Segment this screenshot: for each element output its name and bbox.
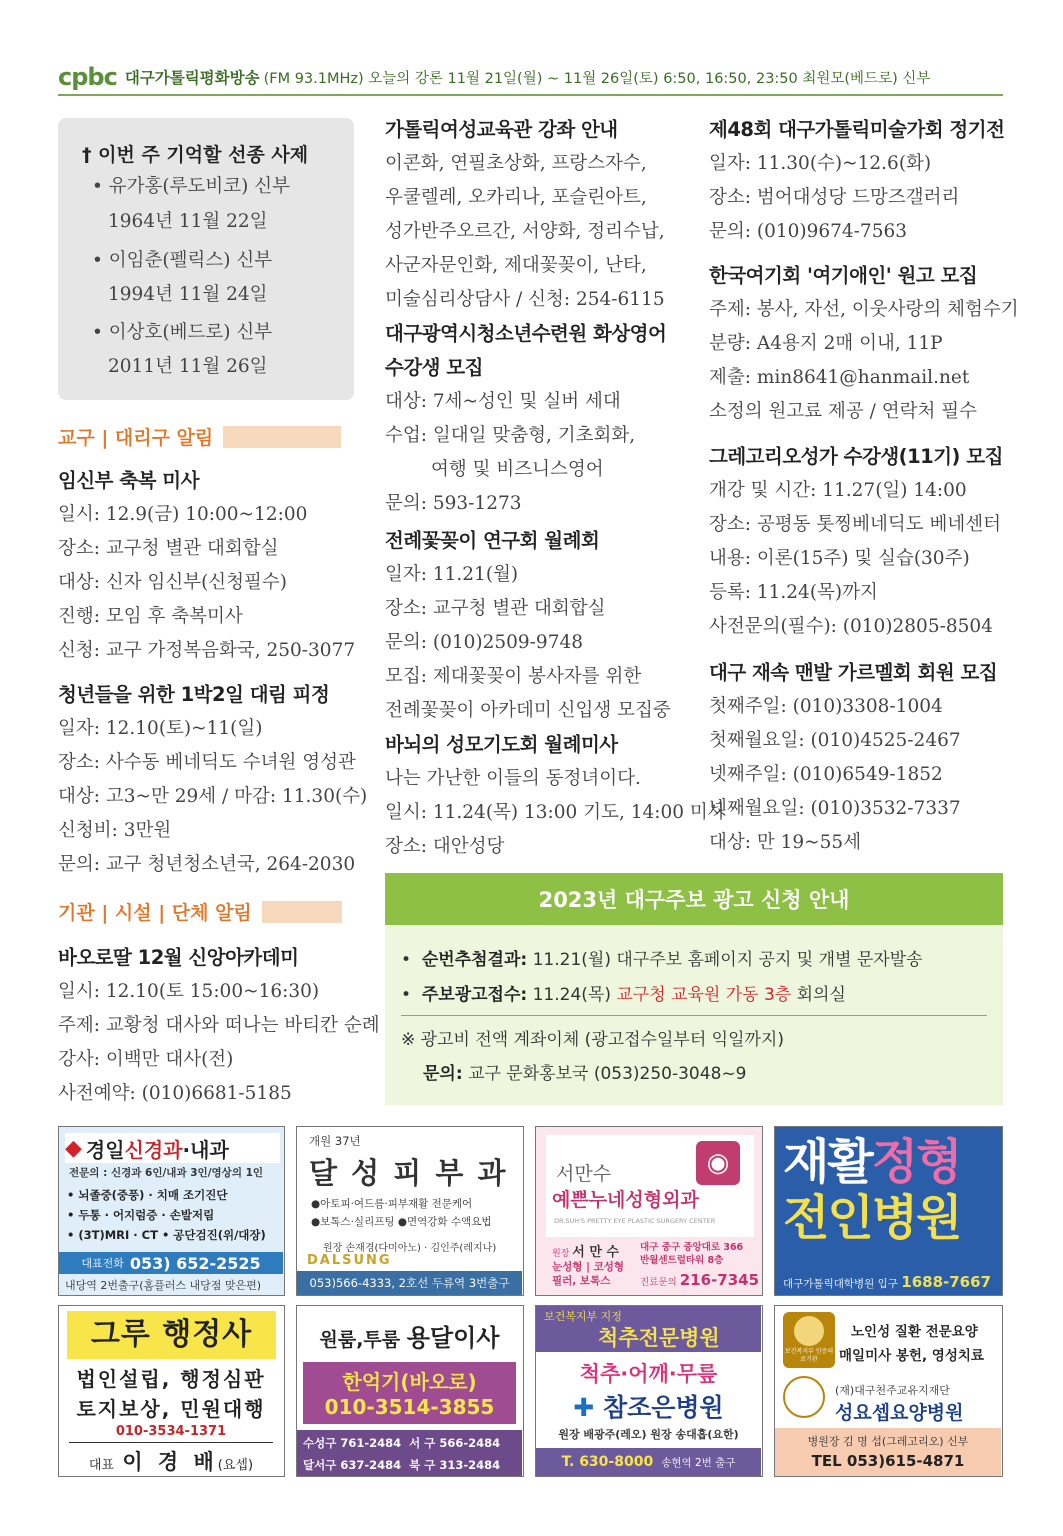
section-diocese <box>58 423 341 450</box>
event-line: 모집: 제대꽃꽂이 봉사자를 위한 <box>385 666 642 687</box>
event-line: 장소: 공평동 톳찡베네딕도 베네센터 <box>709 514 1001 535</box>
chamjoeun-doctors: 원장 배광주(레오) 원장 송대흡(요한) <box>558 1428 739 1441</box>
clinic-name <box>65 1133 280 1163</box>
rep-saint: (요셉) <box>217 1458 254 1473</box>
dept-line: 눈성형 | 코성형 <box>552 1261 625 1273</box>
event-line: 대상: 7세~성인 및 실버 세대 <box>385 391 621 412</box>
pretty-eye-eng: DR.SUH'S PRETTY EYE PLASTIC SURGERY CENTER <box>554 1217 716 1225</box>
event-line: 장소: 사수동 베네딕도 수녀원 영성관 <box>58 752 356 773</box>
ad-notice-title: 2023년 대구주보 광고 신청 안내 <box>385 873 1003 925</box>
memorial-date: 1994년 11월 24일 <box>108 284 268 305</box>
event-line: 개강 및 시간: 11.27(일) 14:00 <box>709 480 967 501</box>
admin-name: 그루 행정사 <box>67 1311 276 1359</box>
chamjoeun-sub: 척추·어깨·무릎 <box>579 1362 718 1386</box>
moving-title <box>297 1318 522 1353</box>
clinic-item: • (3T)MRI · CT • 공단검진(위/대장) <box>67 1228 266 1242</box>
ad-notice-text: 11.24(목) <box>532 985 611 1005</box>
memorial-name: • 이임춘(펠릭스) 신부 <box>92 250 273 271</box>
event-line: 신청비: 3만원 <box>58 820 172 841</box>
hospital-sub: 대구가톨릭대학병원 입구 <box>783 1278 898 1290</box>
section-bar <box>223 426 341 448</box>
event-line: 대상: 만 19~55세 <box>709 832 862 853</box>
tel-number: 053) 652-2525 <box>129 1253 261 1273</box>
event-line: 문의: (010)9674-7563 <box>709 221 908 242</box>
ad-pretty-eye[interactable] <box>535 1126 763 1296</box>
branch: 달서구 637-2484 <box>303 1458 402 1472</box>
event-title: 청년들을 위한 1박2일 대림 피정 <box>58 683 330 706</box>
years-label: 개원 37년 <box>309 1134 361 1148</box>
event-line: 성가반주오르간, 서양화, 정리수납, <box>385 221 665 242</box>
rep-name: 이 경 배 <box>122 1450 218 1474</box>
event-line: 문의: 교구 청년청소년국, 264-2030 <box>58 854 356 875</box>
doctor-name: 서 만 수 <box>572 1245 619 1260</box>
hospital-name2: 전인병원 <box>783 1190 961 1246</box>
event-line: 일자: 12.10(토)~11(일) <box>58 718 263 739</box>
event-line: 여행 및 비즈니스영어 <box>431 459 604 480</box>
joseph-name: 성요셉요양병원 <box>835 1402 964 1424</box>
section-org-label: 기관 | 시설 | 단체 알림 <box>58 902 252 924</box>
ad-notice-item: • 주보광고접수: 11.24(목) 교구청 교육원 가동 3층 회의실 <box>401 985 846 1005</box>
joseph-line: 매일미사 봉헌, 영성치료 <box>839 1348 984 1364</box>
event-line: 넷째주일: (010)6549-1852 <box>709 764 943 785</box>
admin-service: 토지보상, 민원대행 <box>76 1397 266 1421</box>
event-line: 나는 가난한 이들의 동정녀이다. <box>385 768 641 789</box>
moving-branches <box>297 1430 522 1476</box>
branch: 서 구 566-2484 <box>409 1436 501 1450</box>
derma-item: ●아토피·여드름·피부재활 전문케어 <box>311 1198 473 1210</box>
event-line: 첫째주일: (010)3308-1004 <box>709 696 943 717</box>
station-name: 대구가톨릭평화방송 <box>124 69 260 87</box>
cpbc-logo: cpbc <box>58 63 117 91</box>
col3-event-2 <box>709 259 1019 429</box>
event-line: 장소: 범어대성당 드망즈갤러리 <box>709 187 960 208</box>
event-line: 사군자문인화, 제대꽃꽂이, 난타, <box>385 255 647 276</box>
chamjoeun-name: 척추전문병원 <box>598 1326 720 1350</box>
event-title: 대구 재속 맨발 가르멜회 회원 모집 <box>709 661 998 684</box>
event-line: 장소: 교구청 별관 대회합실 <box>385 598 606 619</box>
addr-line: 대구 중구 중앙대로 366 <box>640 1242 744 1253</box>
col3-event-3 <box>709 440 1003 644</box>
diocese-event-1 <box>58 464 355 668</box>
admin-rep <box>59 1446 283 1476</box>
ad-groo-admin[interactable] <box>58 1305 285 1477</box>
event-title: 임신부 축복 미사 <box>58 469 199 492</box>
clinic-tel-bar <box>59 1252 283 1274</box>
event-title: 대구광역시청소년수련원 화상영어 <box>385 322 667 345</box>
chamjoeun-top: 보건복지부 지정 <box>544 1310 622 1323</box>
moving-tel: 010-3514-3855 <box>324 1395 495 1419</box>
col3-event-4 <box>709 656 997 860</box>
seal-icon <box>783 1376 825 1418</box>
ad-notice-label: 문의: <box>423 1064 463 1084</box>
divider <box>401 1015 987 1016</box>
name-part: 정형 <box>871 1134 961 1190</box>
section-bar <box>262 901 342 923</box>
col3-event-1 <box>709 113 1004 249</box>
hospital-tel: 1688-7667 <box>901 1273 991 1291</box>
badge-icon <box>794 1316 824 1346</box>
joseph-line: 노인성 질환 전문요양 <box>851 1324 978 1340</box>
event-line: 강사: 이백만 대사(전) <box>58 1049 234 1070</box>
pretty-eye-dept <box>552 1260 624 1288</box>
joseph-org: (재)대구천주교유지재단 <box>835 1384 950 1397</box>
pretty-eye-tel <box>640 1271 759 1289</box>
admin-services <box>59 1364 283 1424</box>
event-line: 대상: 신자 임신부(신청필수) <box>58 572 288 593</box>
ad-moving[interactable] <box>296 1305 524 1477</box>
ad-notice-contact <box>423 1059 746 1084</box>
chamjoeun-header <box>536 1306 761 1352</box>
derma-item: ●보톡스·실리프팅 ●면역강화 수액요법 <box>311 1216 492 1228</box>
event-line: 진행: 모임 후 축복미사 <box>58 606 243 627</box>
derma-items <box>311 1195 491 1231</box>
moving-contact-box <box>303 1362 516 1424</box>
tel-label: 대표전화 <box>81 1257 124 1270</box>
event-line: 일시: 12.9(금) 10:00~12:00 <box>58 504 308 525</box>
event-line: 주제: 봉사, 자선, 이웃사랑의 체험수기 <box>709 299 1019 320</box>
event-line: 등록: 11.24(목)까지 <box>709 582 878 603</box>
event-line: 장소: 대안성당 <box>385 836 505 857</box>
chamjoeun-tel: T. 630-8000 <box>561 1454 654 1470</box>
hospital-footer <box>783 1273 991 1291</box>
event-title: 전례꽃꽂이 연구회 월례회 <box>385 529 600 552</box>
certified-badge <box>783 1312 835 1368</box>
ad-notice-label: 순번추첨결과: <box>421 950 528 970</box>
event-line: 우쿨렐레, 오카리나, 포슬린아트, <box>385 187 647 208</box>
ad-jeonin-hospital[interactable] <box>774 1126 1003 1296</box>
derma-name: 달 성 피 부 과 <box>309 1156 508 1190</box>
pretty-eye-doctor <box>552 1241 619 1260</box>
ad-st-joseph[interactable] <box>774 1305 1003 1477</box>
event-line: 일자: 11.30(수)~12.6(화) <box>709 153 932 174</box>
pretty-eye-name1: 서만수 <box>556 1163 612 1185</box>
memorial-date: 2011년 11월 26일 <box>108 356 268 377</box>
clinic-item: • 뇌졸중(중풍) · 치매 조기진단 <box>67 1188 228 1202</box>
event-title: 가톨릭여성교육관 강좌 안내 <box>385 118 618 141</box>
joseph-tel: TEL 053)615-4871 <box>811 1452 965 1470</box>
event-line: 일시: 12.10(토 15:00~16:30) <box>58 981 320 1002</box>
ad-kyungil-clinic[interactable] <box>58 1126 285 1296</box>
memorial-name: • 유가홍(루도비코) 신부 <box>92 176 290 197</box>
event-line: 제출: min8641@hanmail.net <box>709 367 970 388</box>
event-line: 사전예약: (010)6681-5185 <box>58 1083 292 1104</box>
moving-title-a: 원룸,투룸 <box>319 1329 401 1351</box>
name-part: 재활 <box>783 1134 872 1190</box>
cross-icon: ✚ <box>573 1393 595 1422</box>
clinic-item: • 두통 · 어지럼증 · 손발저림 <box>67 1208 215 1222</box>
event-line: 대상: 고3~만 29세 / 마감: 11.30(수) <box>58 786 368 807</box>
org-event-1 <box>58 941 380 1111</box>
moving-person: 한억기(바오로) <box>342 1370 477 1394</box>
col2-event-2 <box>385 317 666 521</box>
clinic-name-b: 신경과 <box>124 1137 183 1162</box>
event-title: 제48회 대구가톨릭미술가회 정기전 <box>709 118 1005 141</box>
clinic-sub: 전문의 : 신경과 6인/내과 3인/영상의 1인 <box>69 1167 264 1179</box>
divider <box>69 1442 273 1443</box>
memorial-name: • 이상호(베드로) 신부 <box>92 322 273 343</box>
section-org <box>58 898 342 925</box>
event-line: 주제: 교황청 대사와 떠나는 바티칸 순례 <box>58 1015 380 1036</box>
pretty-eye-name2: 예쁜누네성형외과 <box>552 1189 699 1211</box>
hospital-name1 <box>783 1135 961 1189</box>
memorial-date: 1964년 11월 22일 <box>108 211 268 232</box>
ad-notice-highlight: 교구청 교육원 가동 3층 <box>616 985 792 1005</box>
rep-label: 대표 <box>88 1458 115 1473</box>
logo-icon: ◆ <box>65 1135 82 1161</box>
event-line: 수업: 일대일 맞춤형, 기초회화, <box>385 425 636 446</box>
branch: 수성구 761-2484 <box>303 1436 402 1450</box>
chamjoeun-hosp <box>536 1388 761 1424</box>
tel-label: 진료문의 <box>640 1277 677 1288</box>
col2-event-3 <box>385 524 671 728</box>
chamjoeun-loc: 송현역 2번 출구 <box>661 1456 736 1469</box>
diocese-event-2 <box>58 678 367 882</box>
badge-text: 보건복지부 인증의료기관 <box>784 1348 834 1363</box>
chamjoeun-footer <box>536 1448 761 1476</box>
event-line: 소정의 원고료 제공 / 연락처 필수 <box>709 401 977 422</box>
event-line: 첫째월요일: (010)4525-2467 <box>709 730 961 751</box>
branch: 북 구 313-2484 <box>409 1458 501 1472</box>
ad-notice-box <box>385 873 1003 1105</box>
admin-service: 법인설립, 행정심판 <box>76 1367 266 1391</box>
event-title: 한국여기회 '여기애인' 원고 모집 <box>709 264 978 287</box>
event-line: 미술심리상담사 / 신청: 254-6115 <box>385 289 665 310</box>
col2-event-4 <box>385 728 726 864</box>
eye-icon: ◉ <box>696 1141 740 1185</box>
ad-notice-label: 주보광고접수: <box>421 985 528 1005</box>
memorial-title: † 이번 주 기억할 선종 사제 <box>82 144 309 166</box>
event-line: 장소: 교구청 별관 대회합실 <box>58 538 279 559</box>
memorial-box <box>58 118 354 400</box>
event-title: 수강생 모집 <box>385 356 483 379</box>
event-line: 이콘화, 연필초상화, 프랑스자수, <box>385 153 647 174</box>
ad-chamjoeun[interactable] <box>535 1305 763 1477</box>
event-line: 문의: 593-1273 <box>385 493 522 514</box>
moving-title-b: 용달이사 <box>406 1324 500 1352</box>
derma-doctor: 원장 손재경(다미아노) · 김인주(레지나) <box>323 1243 497 1254</box>
doctor-label: 원장 <box>552 1249 570 1259</box>
broadcast-info: (FM 93.1MHz) 오늘의 강론 11월 21일(월) ~ 11월 26일(토) 6:50, 16:50, 23:50 최원모(베드로) 신부 <box>263 70 931 87</box>
ad-notice-text: 회의실 <box>796 985 846 1005</box>
event-line: 일시: 11.24(목) 13:00 기도, 14:00 미사 <box>385 802 726 823</box>
event-line: 분량: A4용지 2매 이내, 11P <box>709 333 943 354</box>
ad-dalsung-derma[interactable] <box>296 1126 524 1296</box>
clinic-items <box>67 1185 266 1245</box>
joseph-director: 병원장 김 명 섭(그레고리오) 신부 <box>807 1435 969 1448</box>
derma-brand: DALSUNG <box>307 1253 392 1268</box>
section-diocese-label: 교구 | 대리구 알림 <box>58 427 214 449</box>
clinic-name-c: ·내과 <box>182 1137 229 1162</box>
admin-tel: 010-3534-1371 <box>115 1424 227 1439</box>
ad-notice-note: ※ 광고비 전액 계좌이체 (광고접수일부터 익일까지) <box>401 1030 784 1050</box>
event-title: 그레고리오성가 수강생(11기) 모집 <box>709 445 1003 468</box>
col2-event-1 <box>385 113 665 317</box>
addr-line: 반월센트럴타워 8층 <box>640 1255 724 1266</box>
page-header <box>58 60 1003 96</box>
event-line: 신청: 교구 가정복음화국, 250-3077 <box>58 640 356 661</box>
ad-notice-text: 교구 문화홍보국 (053)250-3048~9 <box>468 1064 747 1084</box>
event-title: 바뇌의 성모기도회 월례미사 <box>385 733 618 756</box>
event-line: 전례꽃꽂이 아카데미 신입생 모집중 <box>385 700 671 721</box>
event-line: 사전문의(필수): (010)2805-8504 <box>709 616 993 637</box>
chamjoeun-hosp-name: 참조은병원 <box>602 1393 724 1422</box>
event-title: 바오로딸 12월 신앙아카데미 <box>58 946 299 969</box>
dept-line: 필러, 보톡스 <box>552 1275 611 1287</box>
event-line: 내용: 이론(15주) 및 실습(30주) <box>709 548 970 569</box>
event-line: 문의: (010)2509-9748 <box>385 632 584 653</box>
ad-notice-item: • 순번추첨결과: 11.21(월) 대구주보 홈페이지 공지 및 개별 문자발송 <box>401 950 923 970</box>
event-line: 넷째월요일: (010)3532-7337 <box>709 798 961 819</box>
clinic-name-a: 경일 <box>85 1137 125 1162</box>
pretty-eye-addr <box>640 1241 743 1267</box>
ad-notice-text: 11.21(월) 대구주보 홈페이지 공지 및 개별 문자발송 <box>532 950 923 970</box>
derma-footer: 053)566-4333, 2호선 두류역 3번출구 <box>297 1271 522 1295</box>
tel-number: 216-7345 <box>679 1271 760 1289</box>
joseph-footer <box>775 1428 1001 1476</box>
event-line: 일자: 11.21(월) <box>385 564 519 585</box>
clinic-address: 내당역 2번출구(홈플러스 내당점 맞은편) <box>65 1279 262 1292</box>
